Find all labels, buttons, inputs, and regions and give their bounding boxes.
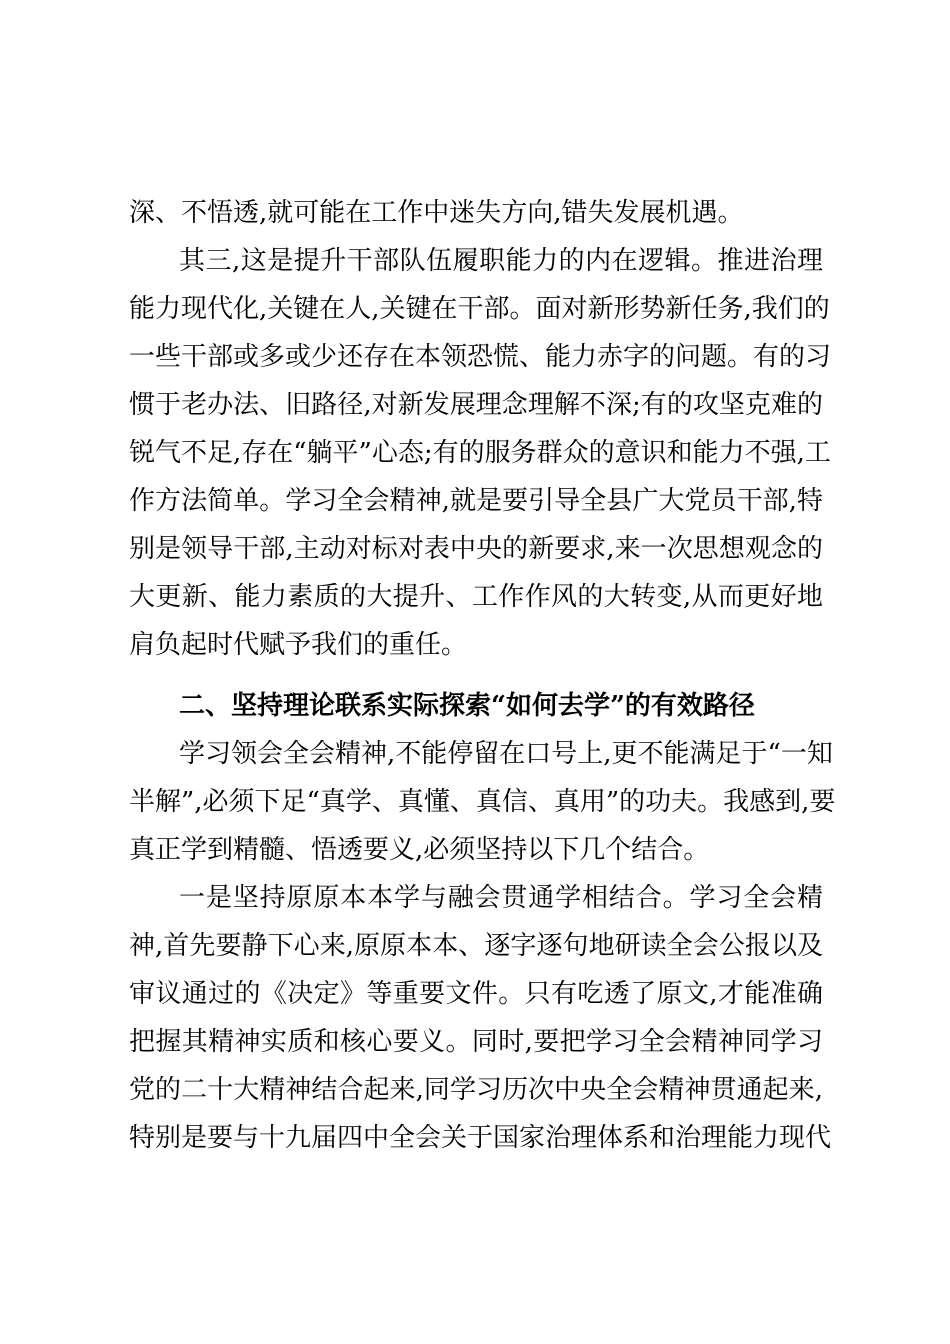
text-line: 锐气不足,存在“躺平”心态;有的服务群众的意识和能力不强,工 <box>129 438 831 468</box>
text-line: 一是坚持原原本本学与融会贯通学相结合。学习全会精 <box>179 883 823 913</box>
text-line: 别是领导干部,主动对标对表中央的新要求,来一次思想观念的 <box>129 534 823 564</box>
text-line: 其三,这是提升干部队伍履职能力的内在逻辑。推进治理 <box>179 246 823 276</box>
paragraph-intro <box>129 730 836 874</box>
text-line: 一些干部或多或少还存在本领恐慌、能力赤字的问题。有的习 <box>129 342 832 372</box>
text-line: 把握其精神实质和核心要义。同时,要把学习全会精神同学习 <box>129 1027 823 1057</box>
section-heading: 二、坚持理论联系实际探索“如何去学”的有效路径 <box>179 691 755 721</box>
text-line: 党的二十大精神结合起来,同学习历次中央全会精神贯通起来, <box>129 1075 823 1105</box>
paragraph-continuation <box>129 189 823 237</box>
text-line: 半解”,必须下足“真学、真懂、真信、真用”的功夫。我感到,要 <box>129 787 836 817</box>
paragraph-third-reason <box>129 237 832 669</box>
text-line: 大更新、能力素质的大提升、工作作风的大转变,从而更好地 <box>129 582 823 612</box>
document-page <box>129 189 836 1162</box>
text-line: 肩负起时代赋予我们的重任。 <box>129 630 468 660</box>
text-line: 学习领会全会精神,不能停留在口号上,更不能满足于“一知 <box>179 739 833 769</box>
text-line: 审议通过的《决定》等重要文件。只有吃透了原文,才能准确 <box>129 979 823 1009</box>
paragraph-point-one <box>129 874 832 1162</box>
text-line: 作方法简单。学习全会精神,就是要引导全县广大党员干部,特 <box>129 486 823 516</box>
text-line: 特别是要与十九届四中全会关于国家治理体系和治理能力现代 <box>129 1123 832 1153</box>
text-line: 能力现代化,关键在人,关键在干部。面对新形势新任务,我们的 <box>129 294 830 324</box>
text-line: 真正学到精髓、悟透要义,必须坚持以下几个结合。 <box>129 835 710 865</box>
text-line: 神,首先要静下心来,原原本本、逐字逐句地研读全会公报以及 <box>129 931 823 961</box>
text-line: 惯于老办法、旧路径,对新发展理念理解不深;有的攻坚克难的 <box>129 390 823 420</box>
text-line: 深、不悟透,就可能在工作中迷失方向,错失发展机遇。 <box>129 198 744 228</box>
